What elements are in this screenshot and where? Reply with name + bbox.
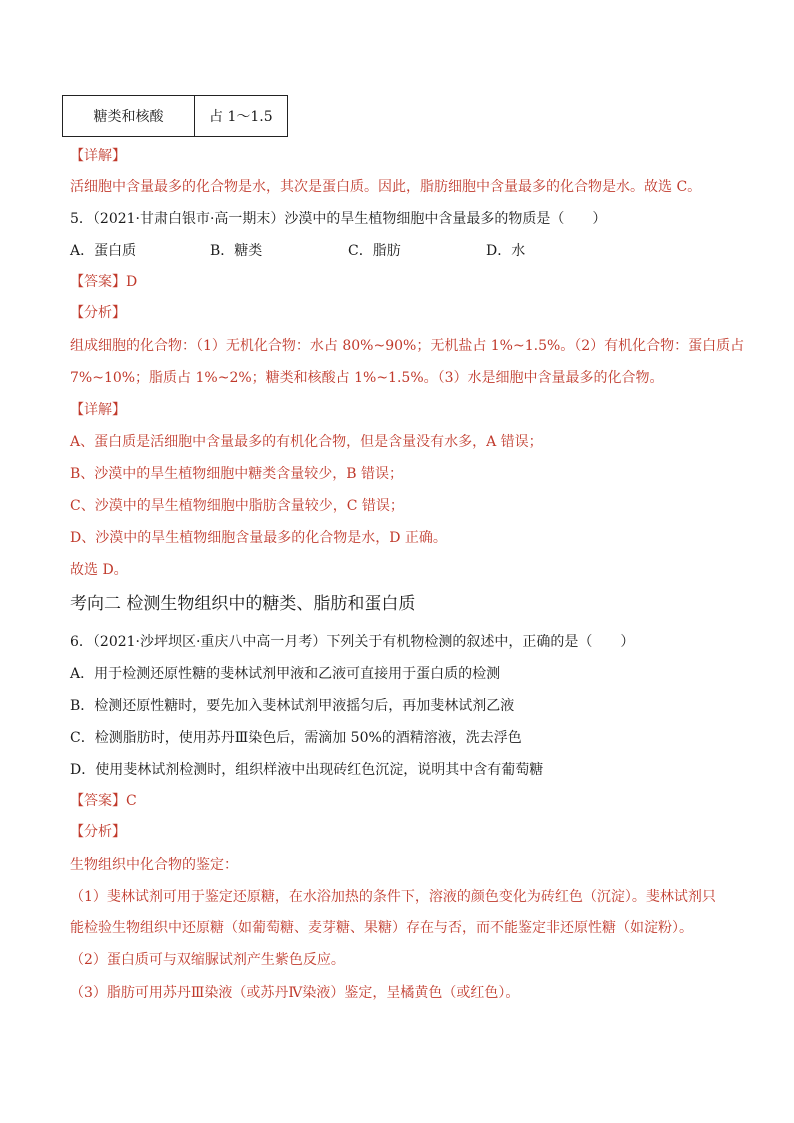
answer-line: [70, 272, 734, 292]
question-5-stem: 5．（2021·甘肃白银市·高一期末）沙漠中的旱生植物细胞中含量最多的物质是（ ）: [70, 211, 607, 227]
option-b: B．糖类: [210, 243, 263, 259]
option-c: C．脂肪: [348, 243, 401, 259]
table-cell: 占 1～1.5: [195, 96, 288, 137]
detail-text: A、蛋白质是活细胞中含量最多的有机化合物，但是含量没有水多，A 错误；: [70, 434, 543, 450]
table-row: [63, 96, 288, 137]
detail-label: 【详解】: [70, 402, 126, 418]
question-6-stem: 6．（2021·沙坪坝区·重庆八中高一月考）下列关于有机物检测的叙述中，正确的是（ ）: [70, 634, 635, 650]
analysis-text: 7%~10%；脂质占 1%~2%；糖类和核酸占 1%~1.5%。（3）水是细胞中含量最多的化合物。: [70, 370, 664, 386]
table-cell: 糖类和核酸: [63, 96, 195, 137]
analysis-label: 【分析】: [70, 824, 126, 840]
answer-label: 【答案】: [70, 274, 126, 290]
section-title: 考向二 检测生物组织中的糖类、脂肪和蛋白质: [70, 594, 416, 614]
option-d: D．水: [486, 243, 526, 259]
option-b: B．检测还原性糖时，要先加入斐林试剂甲液摇匀后，再加斐林试剂乙液: [70, 698, 515, 714]
analysis-text: 生物组织中化合物的鉴定：: [70, 857, 238, 873]
analysis-text: 组成细胞的化合物：（1）无机化合物：水占 80%~90%；无机盐占 1%~1.5%。（2）有机化合物：蛋白质占: [70, 338, 745, 354]
analysis-text: （3）脂肪可用苏丹Ⅲ染液（或苏丹Ⅳ染液）鉴定，呈橘黄色（或红色）。: [70, 985, 520, 1001]
analysis-text: （1）斐林试剂可用于鉴定还原糖，在水浴加热的条件下，溶液的颜色变化为砖红色（沉淀）。斐林试剂只: [70, 889, 716, 905]
conclusion-text: 故选 D。: [70, 562, 128, 578]
answer-label: 【答案】: [70, 793, 126, 809]
answer-value: C: [126, 793, 137, 809]
option-c: C．检测脂肪时，使用苏丹Ⅲ染色后，需滴加 50%的酒精溶液，洗去浮色: [70, 730, 522, 746]
option-a: A．用于检测还原性糖的斐林试剂甲液和乙液可直接用于蛋白质的检测: [70, 666, 501, 682]
option-a: A．蛋白质: [70, 243, 137, 259]
analysis-text: 能检验生物组织中还原糖（如葡萄糖、麦芽糖、果糖）存在与否，而不能鉴定非还原性糖（如淀粉）。: [70, 920, 693, 936]
content-table-fragment: [62, 95, 288, 137]
answer-value: D: [126, 274, 138, 290]
detail-text: C、沙漠中的旱生植物细胞中脂肪含量较少，C 错误；: [70, 498, 404, 514]
detail-text: D、沙漠中的旱生植物细胞含量最多的化合物是水，D 正确。: [70, 530, 447, 546]
detail-label: 【详解】: [70, 148, 126, 164]
option-d: D．使用斐林试剂检测时，组织样液中出现砖红色沉淀，说明其中含有葡萄糖: [70, 762, 544, 778]
analysis-text: （2）蛋白质可与双缩脲试剂产生紫色反应。: [70, 952, 345, 968]
analysis-label: 【分析】: [70, 305, 126, 321]
detail-text: 活细胞中含量最多的化合物是水，其次是蛋白质。因此，脂肪细胞中含量最多的化合物是水。故选 C。: [70, 179, 702, 195]
detail-text: B、沙漠中的旱生植物细胞中糖类含量较少，B 错误；: [70, 466, 404, 482]
answer-line: [70, 791, 734, 811]
